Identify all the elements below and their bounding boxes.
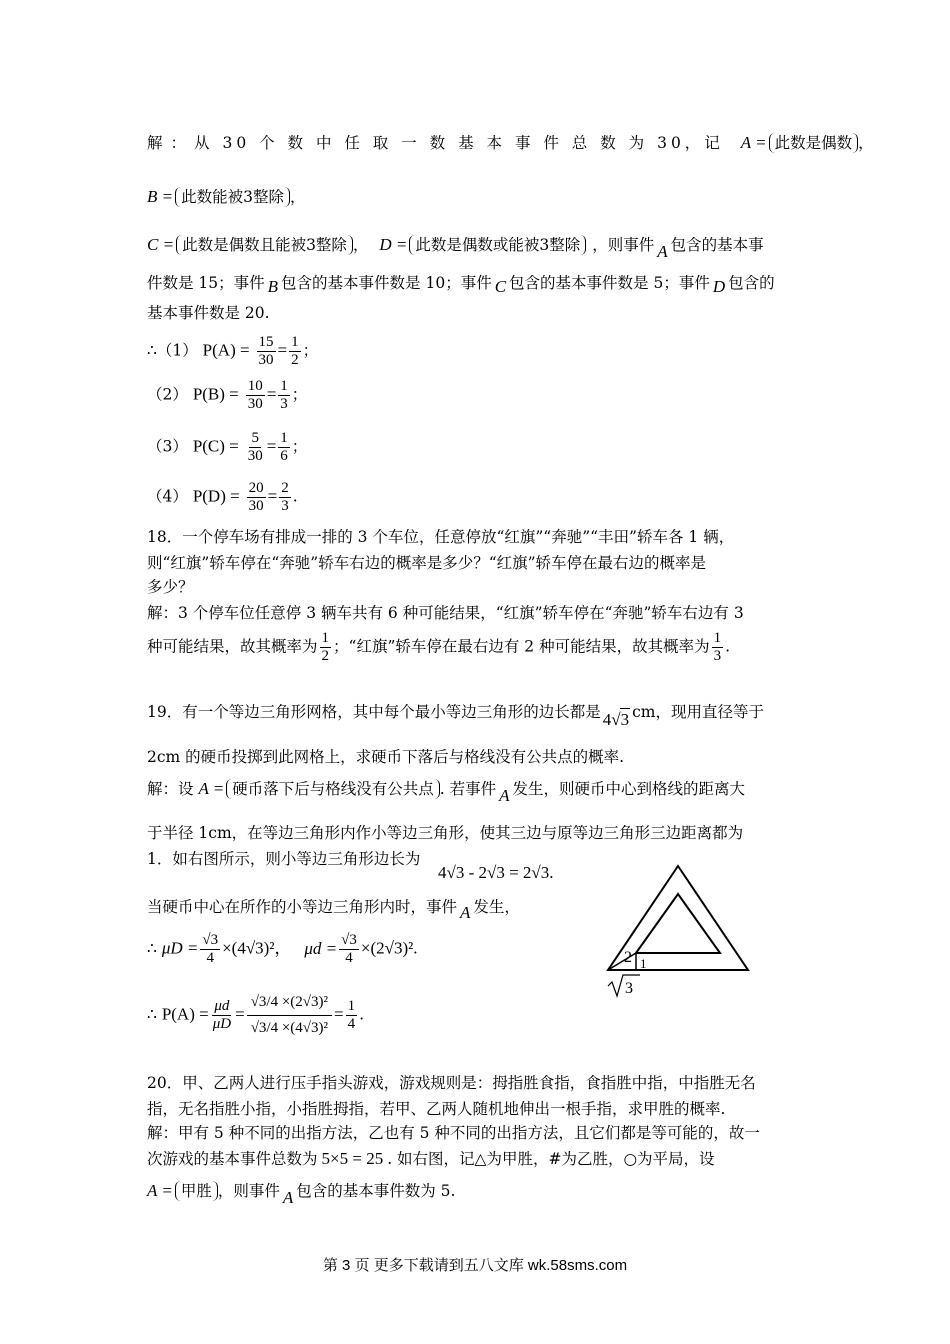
solution-4: （4） P(D) = $\frac{20}{30}$ = $\frac{2}{3}$ . [147, 480, 298, 514]
fraction [339, 932, 359, 967]
answer-text-2: 发生， [473, 898, 520, 916]
q18-answer-1: 解：3 个停车位任意停 3 辆车共有 6 种可能结果，“红旗”轿车停在“奔驰”轿车右边有 3 [147, 604, 744, 622]
fraction [246, 378, 265, 413]
q20-answer-1: 解：甲有 5 种不同的出指方法，乙也有 5 种不同的出指方法，且它们都是等可能的，故一 [147, 1124, 760, 1142]
numerator: √3/4 ×(2√3)² [247, 990, 332, 1016]
q20-answer-3 [147, 1180, 456, 1207]
numerator: 20 [248, 480, 264, 496]
answer-text-1: 次游戏的基本事件总数为 [147, 1150, 318, 1168]
total-expression: 5×5 = 25 [321, 1149, 384, 1168]
mu-big-lhs: μD = [161, 938, 199, 958]
p-a-lhs: P(A) = [161, 1004, 209, 1024]
end-mark: ； [291, 437, 308, 456]
q19-line-2: 2cm 的硬币投掷到此网格上，求硬币下落后与格线没有公共点的概率. [147, 748, 625, 766]
answer-text-1: 种可能结果，故其概率为 [147, 637, 318, 656]
denominator: 3 [281, 498, 289, 514]
fraction [278, 430, 290, 465]
numerator: 1 [280, 378, 288, 394]
side-coef: 4 [602, 710, 612, 729]
set-a-lhs: A = [740, 133, 767, 152]
numerator: 2 [281, 480, 289, 496]
numerator: 1 [280, 430, 288, 446]
line3-tail2: 包含的基本事 [670, 236, 764, 254]
end-mark: . [359, 1005, 365, 1024]
count-text-4: 包含的 [728, 274, 775, 292]
event-b: B [267, 277, 279, 296]
denominator: 4 [345, 950, 353, 966]
solution-3-prefix: （3） [147, 437, 188, 456]
count-text-2: 包含的基本事件数是 10；事件 [281, 274, 492, 292]
fraction [289, 334, 301, 369]
numerator: 5 [251, 430, 259, 446]
set-d: 此数是偶数或能被3整除 [409, 235, 586, 255]
compound-fraction [247, 990, 332, 1041]
numerator: √3 [341, 932, 357, 948]
triangle-grid-figure [600, 858, 760, 1003]
denominator: 2 [321, 648, 330, 664]
denominator: 30 [247, 448, 263, 464]
fraction [712, 630, 724, 665]
denominator: 30 [247, 396, 263, 412]
probability-line: ∴ P(A) = $\frac{\mu d}{\mu D}$ = $\frac{\text{√3/4 ×(2√3)²}}{\text{√3/4 ×(4√3)²}}$ = $\frac{1}{4}$ . [147, 990, 364, 1041]
sqrt-radicand: 3 [625, 980, 633, 997]
q18-line-2: 则“红旗”轿车停在“奔驰”轿车右边的概率是多少？“红旗”轿车停在最右边的概率是 [147, 554, 707, 572]
event-counts-line [147, 272, 775, 294]
count-text-3: 包含的基本事件数是 5；事件 [509, 274, 710, 292]
q20-line-1: 20．甲、乙两人进行压手指头游戏，游戏规则是：拇指胜食指，食指胜中指，中指胜无名 [147, 1074, 756, 1092]
end-mark: . [292, 487, 298, 506]
denominator: 6 [280, 448, 288, 464]
solution-3: （3） P(C) = $\frac{5}{30}$ = $\frac{1}{6}$ ； [147, 430, 308, 464]
numerator: 10 [247, 378, 263, 394]
solution-2: （2） P(B) = $\frac{10}{30}$ = $\frac{1}{3}$ ； [147, 378, 308, 412]
page-footer: 第 3 页 更多下载请到五八文库 wk.58sms.com [322, 1257, 628, 1274]
denominator: 3 [280, 396, 288, 412]
set-c-lhs: C = [147, 235, 175, 254]
numerator: 15 [258, 334, 274, 350]
q19-answer-2: 于半径 1cm，在等边三角形内作小等边三角形，使其三边与原等边三角形三边距离都为 [147, 824, 744, 842]
numerator: 1 [321, 630, 330, 646]
set-b: 此数能被3整除 [175, 187, 290, 207]
end-mark: . [549, 863, 554, 882]
answer-text-1: ，则事件 [217, 1182, 280, 1200]
answer-text-2: ；“红旗”轿车停在最右边有 2 种可能结果，故其概率为 [333, 637, 710, 656]
numerator: 1 [347, 998, 356, 1014]
q19-text-1: 19．有一个等边三角形网格，其中每个最小等边三角形的边长都是 [147, 703, 601, 721]
set-a-coin: 硬币落下后与格线没有公共点 [226, 779, 440, 799]
q19-answer-1 [147, 778, 746, 805]
set-b-lhs: B = [147, 187, 174, 206]
denominator: μD [212, 1016, 232, 1032]
set-c: 此数是偶数且能被3整除 [176, 235, 353, 255]
solution-label: 解：从 [147, 134, 218, 152]
event-counts-line-2: 基本事件数是 20. [147, 304, 270, 322]
expression: 4√3 - 2√3 = 2√3 [438, 863, 550, 882]
line3-tail: ，则事件 [592, 236, 655, 254]
intro-text: 30 个 数 中 任 取 一 数 基 本 事 件 总 数 为 30，记 [222, 134, 724, 152]
end-mark: ； [302, 341, 319, 360]
numerator: √3 [202, 932, 219, 948]
mu-big-rest: ×(4√3)²， [222, 938, 292, 958]
event-a: A [499, 786, 510, 805]
fraction [246, 430, 265, 465]
solution-1-prefix: ∴（1） [147, 341, 198, 360]
fraction [278, 378, 290, 413]
q18-answer-2 [147, 630, 730, 665]
solution-4-prefix: （4） [147, 487, 188, 506]
q20-answer-2 [147, 1148, 715, 1170]
q18-line-3: 多少？ [147, 578, 194, 596]
q19-text-2: cm，现用直径等于 [632, 703, 764, 721]
therefore-sign: ∴ [147, 1005, 157, 1024]
answer-text-1: 1．如右图所示，则小等边三角形边长为 [147, 850, 421, 868]
event-a: A [282, 1188, 294, 1207]
event-c: C [494, 277, 507, 296]
therefore-sign: ∴ [147, 939, 157, 958]
fraction [346, 998, 358, 1033]
solution-2-prefix: （2） [147, 385, 188, 404]
end-mark: . [725, 637, 731, 656]
q20-line-2: 指，无名指胜小指，小指胜拇指，若甲、乙两人随机地伸出一根手指，求甲胜的概率. [147, 1100, 726, 1118]
fraction [211, 998, 233, 1033]
set-d-lhs: D = [379, 235, 408, 254]
set-a-win: 甲胜 [175, 1181, 218, 1201]
denominator: 30 [258, 352, 274, 368]
numerator: μd [214, 998, 230, 1014]
q19-answer-3 [147, 848, 420, 870]
set-a-lhs: A = [147, 1181, 173, 1200]
p-c-lhs: P(C) = [192, 436, 239, 456]
set-a: 此数是偶数 [769, 133, 859, 153]
p-d-lhs: P(D) = [192, 486, 240, 506]
event-a: A [460, 903, 471, 922]
side-radicand: 3 [620, 710, 630, 729]
q19-answer-4 [147, 896, 520, 922]
answer-text-3: 发生，则硬币中心到格线的距离大 [512, 780, 746, 798]
solution-1: ∴（1） P(A) = $\frac{15}{30}$ = $\frac{1}{2}$ ； [147, 334, 319, 368]
denominator: 30 [248, 498, 264, 514]
count-text-1: 件数是 15；事件 [147, 274, 265, 292]
solution-intro-line: 解：从 30 个 数 中 任 取 一 数 基 本 事 件 总 数 为 30，记 A = 此数是偶数 ， [147, 133, 874, 152]
denominator: 4 [206, 950, 214, 966]
fraction [200, 932, 220, 967]
answer-text-2: . 若事件 [439, 780, 497, 798]
answer-text-1: 解：设 [147, 780, 194, 798]
denominator: 2 [291, 352, 299, 368]
label-1: 1 [640, 956, 647, 971]
answer-text-2: 包含的基本事件数为 5. [296, 1182, 456, 1200]
set-cd-line: C = 此数是偶数且能被3整除 ， D = 此数是偶数或能被3整除 ，则事件 A 包含的基本事 [147, 235, 764, 261]
denominator: √3/4 ×(4√3)² [250, 1020, 329, 1036]
answer-text-1: 当硬币中心在所作的小等边三角形内时，事件 [147, 898, 458, 916]
answer-text-2: . 如右图，记△为甲胜，#为乙胜，○为平局，设 [387, 1150, 715, 1168]
mu-small-lhs: μd = [304, 938, 338, 958]
sqrt-sign [608, 975, 640, 996]
event-a: A [657, 242, 668, 261]
end-mark: ； [291, 385, 308, 404]
inner-triangle [636, 894, 720, 953]
fraction [247, 480, 266, 515]
fraction [279, 480, 291, 515]
mu-small-rest: ×(2√3)². [360, 938, 418, 958]
q19-line-1 [147, 700, 764, 729]
measure-line [147, 932, 417, 967]
set-a-lhs: A = [198, 779, 225, 798]
numerator: 1 [713, 630, 722, 646]
side-length-expression [438, 862, 554, 884]
fraction [320, 630, 332, 665]
event-d: D [712, 277, 726, 296]
fraction [257, 334, 276, 369]
p-b-lhs: P(B) = [192, 384, 239, 404]
label-2: 2 [624, 949, 632, 966]
set-b-line: B = 此数能被3整除 ， [147, 187, 306, 206]
p-a-lhs: P(A) = [202, 340, 250, 360]
denominator: 4 [347, 1016, 356, 1032]
denominator: 3 [713, 648, 722, 664]
q18-line-1: 18．一个停车场有排成一排的 3 个车位，任意停放“红旗”“奔驰”“丰田”轿车各 1 辆， [147, 528, 735, 546]
numerator: 1 [291, 334, 299, 350]
side-length: 4√3 [602, 710, 630, 729]
